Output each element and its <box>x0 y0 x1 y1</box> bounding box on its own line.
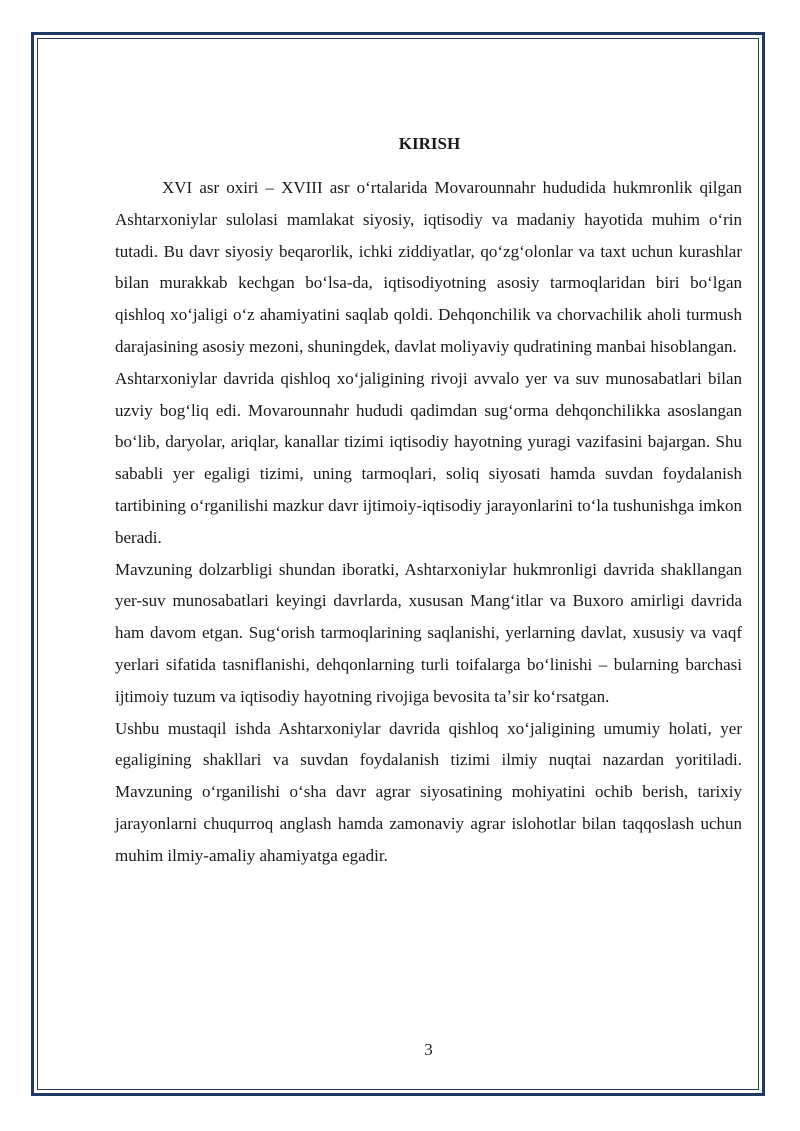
paragraph-relevance: Mavzuning dolzarbligi shundan iboratki, Ashtarxoniylar hukmronligi davrida shakllangan yer-suv munosabatlari keyingi davrlarda, xususan Mangʻitlar va Buxoro amirligi davrida ham davom etgan. Sugʻorish tarmoqlarining saqlanishi, yerlarning davlat, xususiy va vaqf yerlari sifatida tasniflanishi, dehqonlarning turli toifalarga boʻlinishi – bularning barchasi ijtimoiy tuzum va iqtisodiy hayotning rivojiga bevosita taʼsir koʻrsatgan. <box>115 559 742 706</box>
section-title: KIRISH <box>398 134 461 153</box>
paragraph-land-water: Ashtarxoniylar davrida qishloq xoʻjaligining rivoji avvalo yer va suv munosabatlari bilan uzviy bogʻliq edi. Movarounnahr hududi qadimdan sugʻorma dehqonchilikka asoslangan boʻlib, daryolar, ariqlar, kanallar tizimi iqtisodiy hayotning yuragi vazifasini bajargan. Shu sababli yer egaligi tizimi, uning tarmoqlari, soliq siyosati hamda suvdan foydalanish tartibining oʻrganilishi mazkur davr ijtimoiy-iqtisodiy jarayonlarini toʻla tushunishga imkon beradi. <box>115 368 742 547</box>
paragraph-intro: XVI asr oxiri – XVIII asr oʻrtalarida Movarounnahr hududida hukmronlik qilgan Ashtarxoniylar sulolasi mamlakat siyosiy, iqtisodiy va madaniy hayotida muhim oʻrin tutadi. Bu davr siyosiy beqarorlik, ichki ziddiyatlar, qoʻzgʻolonlar va taxt uchun kurashlar bilan murakkab kechgan boʻlsa-da, iqtisodiyotning asosiy tarmoqlaridan biri boʻlgan qishloq xoʻjaligi oʻz ahamiyatini saqlab qoldi. Dehqonchilik va chorvachilik aholi turmush darajasining asosiy mezoni, shuningdek, davlat moliyaviy qudratining manbai hisoblangan. <box>115 178 742 356</box>
page-content <box>115 128 742 872</box>
page-number: 3 <box>424 1040 433 1059</box>
paragraph-purpose: Ushbu mustaqil ishda Ashtarxoniylar davrida qishloq xoʻjaligining umumiy holati, yer egaligining shakllari va suvdan foydalanish tizimi ilmiy nuqtai nazardan yoritiladi. Mavzuning oʻrganilishi oʻsha davr agrar siyosatining mohiyatini ochib berish, tarixiy jarayonlarni chuqurroq anglash hamda zamonaviy agrar islohotlar bilan taqqoslash uchun muhim ilmiy-amaliy ahamiyatga egadir. <box>115 718 742 865</box>
